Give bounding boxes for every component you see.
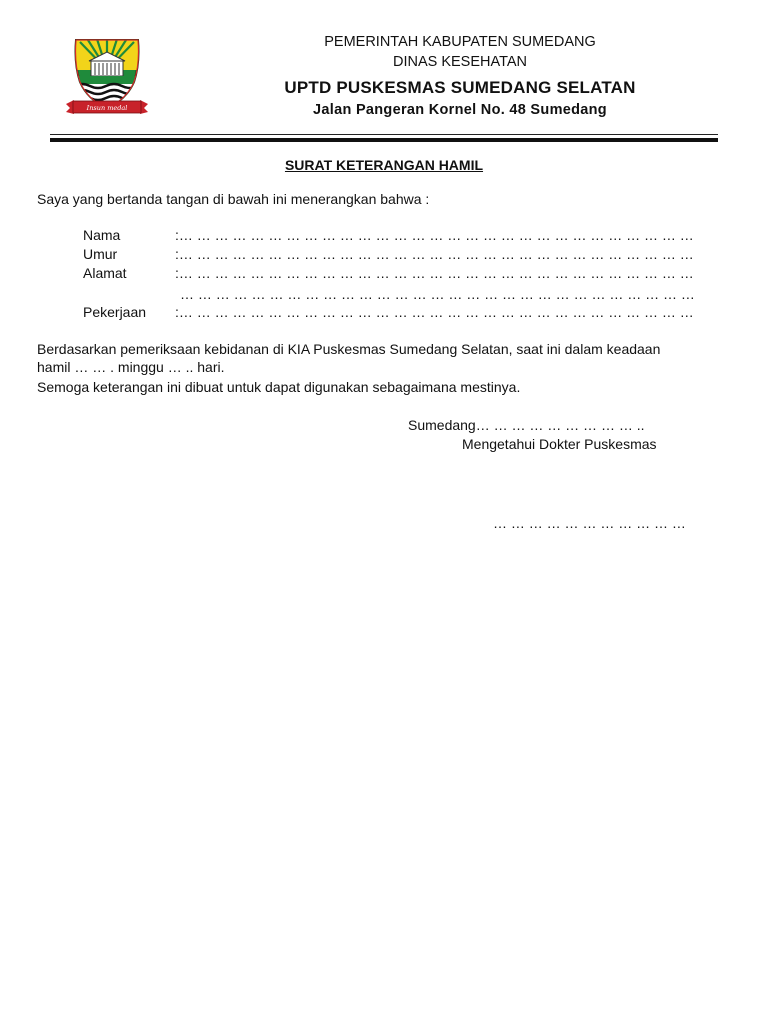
place-and-date: Sumedang… … … … … … … … … .. — [408, 417, 645, 433]
government-name: PEMERINTAH KABUPATEN SUMEDANG — [324, 34, 596, 50]
institution-address: Jalan Pangeran Kornel No. 48 Sumedang — [313, 102, 607, 118]
field-label-pekerjaan: Pekerjaan — [83, 304, 147, 320]
field-label-nama: Nama — [83, 227, 121, 243]
field-value-alamat: :… … … … … … … … … … … … … … … … … … … … … … … … … … … … … — [175, 265, 694, 281]
svg-text:Insun medal: Insun medal — [86, 104, 128, 112]
institution-name: UPTD PUSKESMAS SUMEDANG SELATAN — [284, 78, 636, 97]
department-name: DINAS KESEHATAN — [392, 54, 528, 70]
letterhead-divider-thin — [50, 134, 718, 135]
examination-statement-line-1: Berdasarkan pemeriksaan kebidanan di KIA Puskesmas Sumedang Selatan, saat ini dalam keadaan — [37, 341, 661, 357]
letterhead-divider-thick — [50, 138, 718, 142]
field-label-alamat: Alamat — [83, 265, 127, 281]
closing-statement: Semoga keterangan ini dibuat untuk dapat digunakan sebagaimana mestinya. — [37, 379, 521, 395]
field-value-umur: :… … … … … … … … … … … … … … … … … … … … … … … … … … … … … — [175, 246, 694, 262]
field-label-umur: Umur — [83, 246, 118, 262]
document-title: SURAT KETERANGAN HAMIL — [284, 157, 484, 173]
acknowledged-by: Mengetahui Dokter Puskesmas — [462, 436, 657, 452]
intro-statement: Saya yang bertanda tangan di bawah ini menerangkan bahwa : — [37, 191, 430, 207]
sumedang-emblem-logo — [64, 34, 150, 118]
signature-line: … … … … … … … … … … … — [493, 515, 686, 531]
field-value-nama: :… … … … … … … … … … … … … … … … … … … … … … … … … … … … … — [175, 227, 694, 243]
field-value-alamat-continued: … … … … … … … … … … … … … … … … … … … … … … … … … … … … … — [180, 286, 695, 302]
examination-statement-line-2: hamil … … . minggu … .. hari. — [37, 359, 225, 375]
field-value-pekerjaan: :… … … … … … … … … … … … … … … … … … … … … … … … … … … … … — [175, 304, 694, 320]
